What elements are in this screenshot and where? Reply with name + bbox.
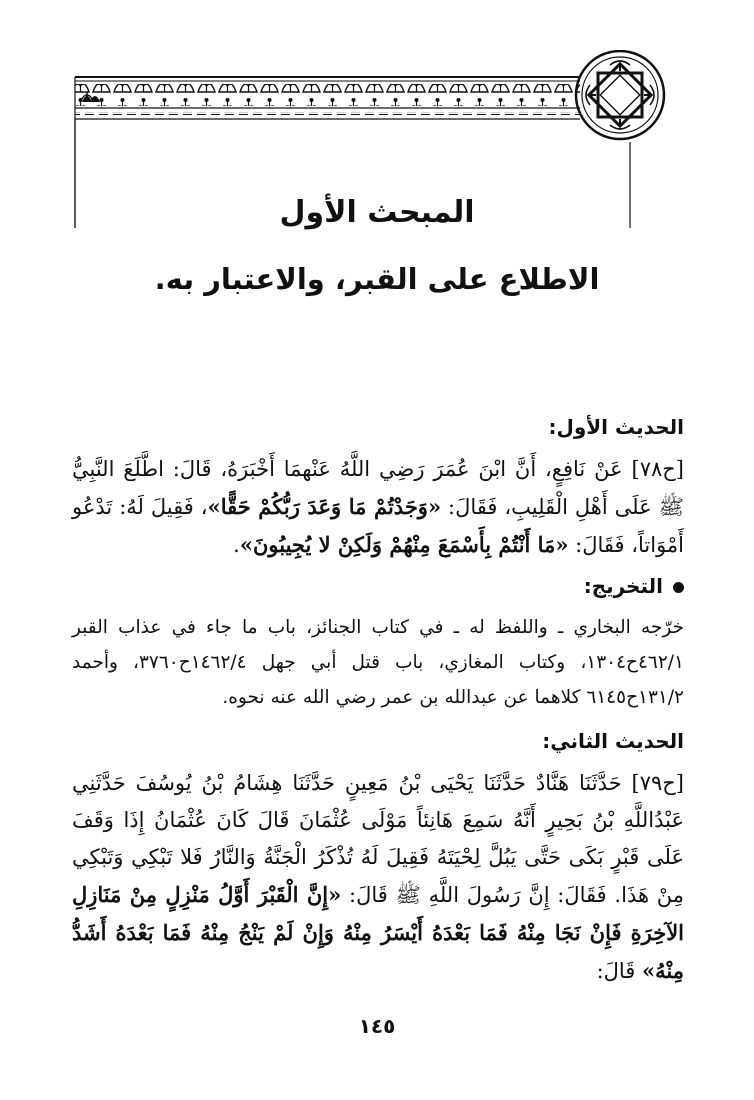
hadith1-text-e: . xyxy=(233,533,240,557)
hadith1-quote-2: «مَا أَنْتُمْ بِأَسْمَعَ مِنْهُمْ وَلَكِنْ لا يُجِيبُونَ» xyxy=(239,532,569,557)
page-body xyxy=(72,415,684,1000)
hadith2-heading: الحديث الثاني: xyxy=(542,729,684,753)
hadith1-text-c: ، فَقِيلَ لَهُ: تَدْعُو أَمْوَاتاً، فَقَالَ: xyxy=(72,495,684,557)
chapter-title: المبحث الأول xyxy=(279,195,475,230)
hadith2-text-a: [ح٧٩] حَدَّثَنَا هَنَّادٌ حَدَّثَنَا يَحْيَى بْنُ مَعِينٍ حَدَّثَنَا هِشَامُ بْنُ يُوسُفَ حَدَّثَنِي عَبْدُاللَّهِ بْنُ بَحِيرٍ أَنَّهُ سَمِعَ هَانِئاً مَوْلَى عُثْمَانَ قَالَ كَانَ عُثْمَانُ إِذَا وَقَفَ عَلَى قَبْرٍ بَكَى حَتَّى يَبُلَّ لِحْيَتَهُ فَقِيلَ لَهُ تُذْكَرُ الْجَنَّةُ وَالنَّارُ فَلا تَبْكِي وَتَبْكِي مِنْ هَذَا. فَقَالَ: إِنَّ رَسُولَ اللَّهِ ﷺ قَالَ: xyxy=(72,771,684,907)
hadith2-text xyxy=(72,765,684,990)
page-number: ١٤٥ xyxy=(358,1014,396,1038)
hadith1-text xyxy=(72,451,684,564)
takhrij-text: خرّجه البخاري ـ واللفظ له ـ في كتاب الجنائز، باب ما جاء في عذاب القبر ٤٦٢/١ح١٣٠٤، وكتاب المغازي، باب قتل أبي جهل ١٤٦٢/٤ح٣٧٦٠، وأحمد ١٣١/٢ح٦١٤٥ كلاهما عن عبدالله بن عمر رضي الله عنه نحوه. xyxy=(72,617,684,708)
bullet-icon xyxy=(673,582,684,593)
hadith1-text-a: [ح٧٨] عَنْ نَافِعٍ، أَنَّ ابْنَ عُمَرَ رَضِي اللَّهُ عَنْهمَا أَخْبَرَهُ، قَالَ: اطَّلَعَ النَّبِيُّ ﷺ عَلَى أَهْلِ الْقَلِيبِ، فَقَالَ: xyxy=(72,457,684,519)
takhrij-heading-label: التخريج: xyxy=(583,574,663,598)
chapter-subtitle: الاطلاع على القبر، والاعتبار به. xyxy=(154,262,600,296)
hadith2-text-c: قَالَ: xyxy=(596,959,643,983)
takhrij-heading xyxy=(72,574,684,598)
hadith1-quote-1: «وَجَدْتُمْ مَا وَعَدَ رَبُّكُمْ حَقًّا» xyxy=(207,494,442,519)
hadith2-quote: «إِنَّ الْقَبْرَ أَوَّلُ مَنْزِلٍ مِنْ مَنَازِلِ الآخِرَةِ فَإِنْ نَجَا مِنْهُ فَمَا بَعْدَهُ أَيْسَرُ مِنْهُ وَإِنْ لَمْ يَنْجُ مِنْهُ فَمَا بَعْدَهُ أَشَدُّ مِنْهُ» xyxy=(72,882,684,983)
hadith1-heading: الحديث الأول: xyxy=(548,415,684,439)
